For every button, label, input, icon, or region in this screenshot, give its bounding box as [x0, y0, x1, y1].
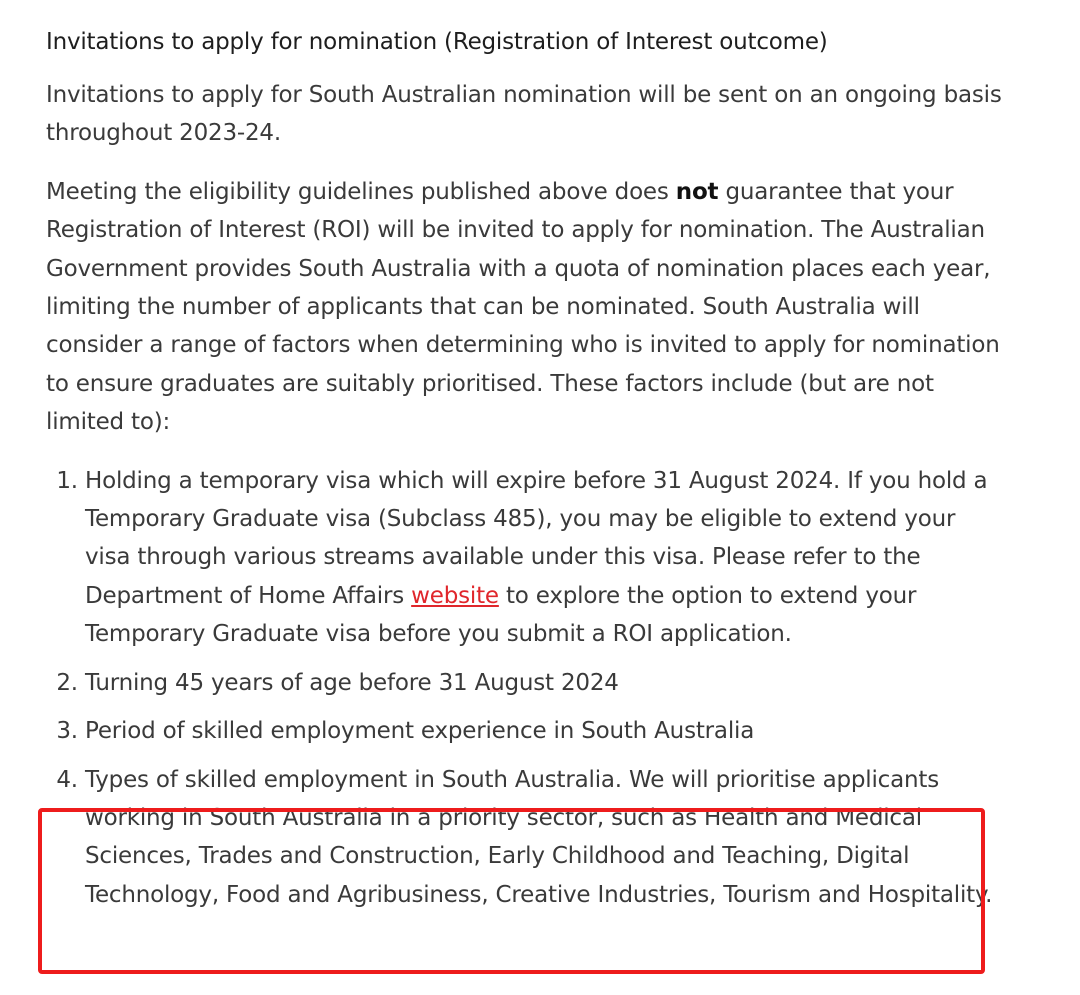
factor-1-text-after: to explore the option to extend your Temporary Graduate visa before you submit a ROI application. — [85, 582, 917, 648]
list-item: 2. Turning 45 years of age before 31 August 2024 — [85, 664, 1006, 702]
eligibility-paragraph — [46, 173, 1006, 442]
home-affairs-website-link[interactable]: website — [411, 582, 499, 609]
article-content — [46, 24, 1006, 924]
section-heading: Invitations to apply for nomination (Registration of Interest outcome) — [46, 29, 828, 55]
list-item: 3. Period of skilled employment experience in South Australia — [85, 712, 1006, 750]
factors-list — [46, 462, 1006, 914]
list-item — [85, 462, 1006, 654]
intro-paragraph: Invitations to apply for South Australian nomination will be sent on an ongoing basis throughout 2023-24. — [46, 82, 1002, 147]
emphasis-not: not — [675, 178, 719, 205]
eligibility-text-after: guarantee that your Registration of Interest (ROI) will be invited to apply for nomination. The Australian Government provides South Australia with a quota of nomination places each year, limiting the number of applicants that can be nominated. South Australia will consider a range of factors when determining who is invited to apply for nomination to ensure graduates are suitably prioritised. These factors include (but are not limited to): — [46, 178, 1000, 436]
eligibility-text-before: Meeting the eligibility guidelines published above does — [46, 178, 676, 205]
factor-1-text-before: Holding a temporary visa which will expire before 31 August 2024. If you hold a Temporary Graduate visa (Subclass 485), you may be eligible to extend your visa through various streams available under this visa. Please refer to the Department of Home Affairs — [85, 467, 988, 609]
list-item: 4. Types of skilled employment in South Australia. We will prioritise applicants working in South Australia in a priority sector, such as Health and Medical Sciences, Trades and Construction, Early Childhood and Teaching, Digital Technology, Food and Agribusiness, Creative Industries, Tourism and Hospitality. — [85, 761, 1006, 915]
